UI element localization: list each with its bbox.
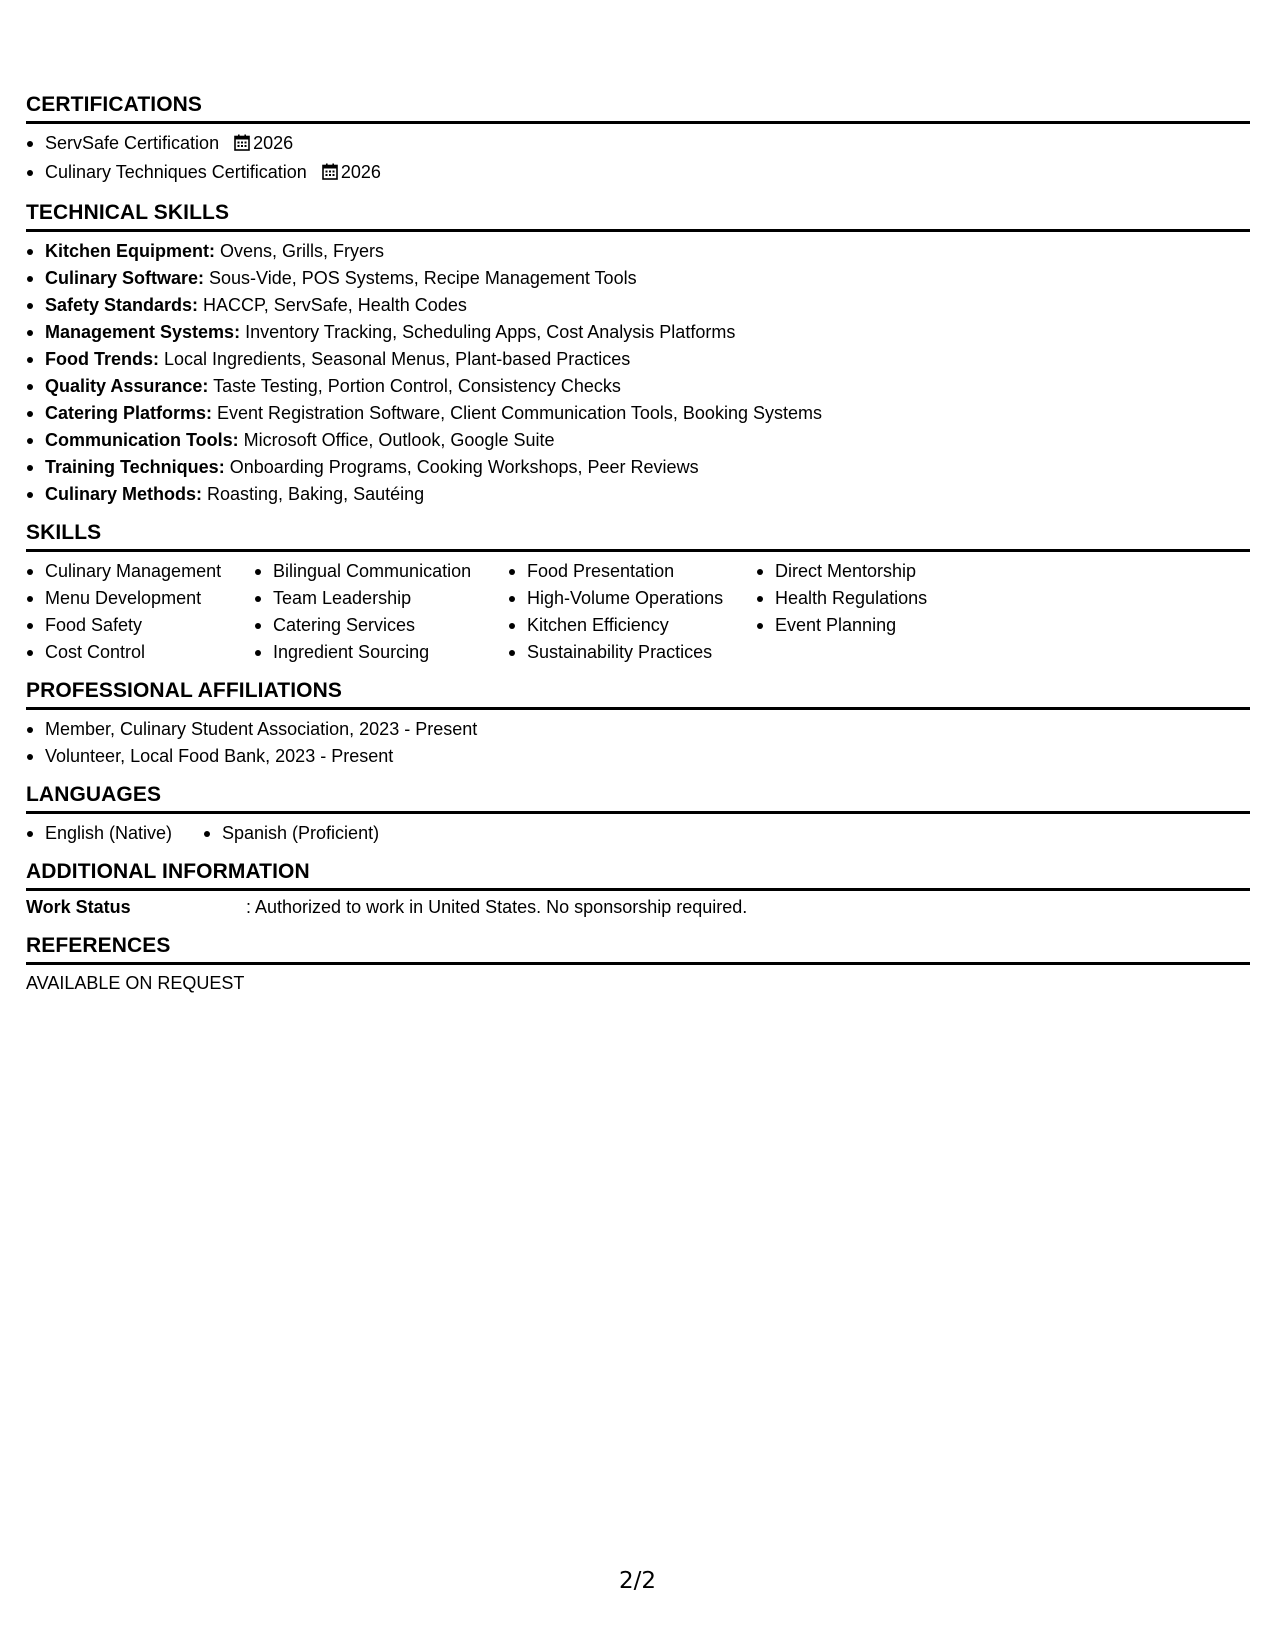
certification-name: Culinary Techniques Certification — [45, 162, 307, 182]
skill-category: Culinary Methods: — [45, 484, 203, 504]
list-item — [26, 481, 1250, 508]
certification-name: ServSafe Certification — [45, 133, 220, 153]
skill-values: Sous-Vide, POS Systems, Recipe Management Tools — [204, 268, 637, 288]
section-title-additional-info: ADDITIONAL INFORMATION — [26, 860, 1250, 891]
calendar-icon — [322, 161, 338, 188]
list-item: Culinary Management — [26, 558, 254, 585]
list-item: Cost Control — [26, 639, 254, 666]
skill-values: Roasting, Baking, Sautéing — [202, 484, 425, 504]
skills-column — [756, 558, 1016, 666]
skill-values: Event Registration Software, Client Communication Tools, Booking Systems — [212, 403, 822, 423]
skill-values: Local Ingredients, Seasonal Menus, Plant-based Practices — [159, 349, 631, 369]
certifications-list — [26, 130, 1250, 188]
certifications-section — [26, 93, 1250, 188]
list-item: English (Native) — [26, 820, 203, 847]
references-text: AVAILABLE ON REQUEST — [26, 973, 245, 993]
list-item — [26, 130, 1250, 159]
list-item — [26, 346, 1250, 373]
resume-page — [26, 93, 1250, 1010]
list-item — [26, 292, 1250, 319]
languages-section — [26, 783, 1250, 847]
skill-category: Quality Assurance: — [45, 376, 209, 396]
references-section — [26, 934, 1250, 997]
work-status-label: Work Status — [26, 897, 131, 917]
list-item — [26, 454, 1250, 481]
list-item: Spanish (Proficient) — [203, 820, 379, 847]
list-item: Food Presentation — [508, 558, 756, 585]
section-title-skills: SKILLS — [26, 521, 1250, 552]
skill-values: Onboarding Programs, Cooking Workshops, Peer Reviews — [224, 457, 699, 477]
affiliations-section — [26, 679, 1250, 770]
list-item — [26, 400, 1250, 427]
list-item: High-Volume Operations — [508, 585, 756, 612]
skill-values: Microsoft Office, Outlook, Google Suite — [238, 430, 555, 450]
skill-category: Kitchen Equipment: — [45, 241, 215, 261]
list-item: Ingredient Sourcing — [254, 639, 508, 666]
list-item: Kitchen Efficiency — [508, 612, 756, 639]
section-title-languages: LANGUAGES — [26, 783, 1250, 814]
list-item: Menu Development — [26, 585, 254, 612]
skill-values: Inventory Tracking, Scheduling Apps, Cost Analysis Platforms — [240, 322, 736, 342]
list-item: Team Leadership — [254, 585, 508, 612]
languages-column — [203, 820, 379, 847]
list-item: Catering Services — [254, 612, 508, 639]
certification-year: 2026 — [340, 162, 381, 182]
languages-list — [26, 820, 1250, 847]
list-item: Sustainability Practices — [508, 639, 756, 666]
list-item — [26, 159, 1250, 188]
list-item — [26, 373, 1250, 400]
calendar-icon — [234, 132, 250, 159]
page-number: 2/2 — [618, 1568, 656, 1594]
skill-category: Safety Standards: — [45, 295, 199, 315]
section-title-affiliations: PROFESSIONAL AFFILIATIONS — [26, 679, 1250, 710]
skill-category: Management Systems: — [45, 322, 241, 342]
skills-column — [508, 558, 756, 666]
list-item — [26, 427, 1250, 454]
skill-values: Taste Testing, Portion Control, Consistency Checks — [208, 376, 621, 396]
technical-skills-section — [26, 201, 1250, 508]
skill-category: Catering Platforms: — [45, 403, 213, 423]
list-item: Food Safety — [26, 612, 254, 639]
technical-skills-list — [26, 238, 1250, 508]
list-item: Member, Culinary Student Association, 2023 - Present — [26, 716, 1250, 743]
skills-column — [254, 558, 508, 666]
skill-category: Training Techniques: — [45, 457, 225, 477]
list-item: Event Planning — [756, 612, 1016, 639]
affiliations-list — [26, 716, 1250, 770]
skills-section — [26, 521, 1250, 666]
list-item — [26, 238, 1250, 265]
skill-category: Communication Tools: — [45, 430, 239, 450]
skills-column — [26, 558, 254, 666]
languages-column — [26, 820, 203, 847]
list-item: Health Regulations — [756, 585, 1016, 612]
work-status-row — [26, 894, 1250, 921]
section-title-references: REFERENCES — [26, 934, 1250, 965]
certification-year: 2026 — [253, 133, 294, 153]
section-title-certifications: CERTIFICATIONS — [26, 93, 1250, 124]
skills-columns — [26, 558, 1250, 666]
skill-values: HACCP, ServSafe, Health Codes — [198, 295, 467, 315]
list-item: Bilingual Communication — [254, 558, 508, 585]
work-status-value: : Authorized to work in United States. No sponsorship required. — [246, 897, 748, 917]
section-title-technical-skills: TECHNICAL SKILLS — [26, 201, 1250, 232]
list-item — [26, 265, 1250, 292]
list-item: Direct Mentorship — [756, 558, 1016, 585]
list-item — [26, 319, 1250, 346]
skill-category: Food Trends: — [45, 349, 159, 369]
additional-info-section — [26, 860, 1250, 921]
skill-values: Ovens, Grills, Fryers — [215, 241, 385, 261]
skill-category: Culinary Software: — [45, 268, 205, 288]
list-item: Volunteer, Local Food Bank, 2023 - Present — [26, 743, 1250, 770]
